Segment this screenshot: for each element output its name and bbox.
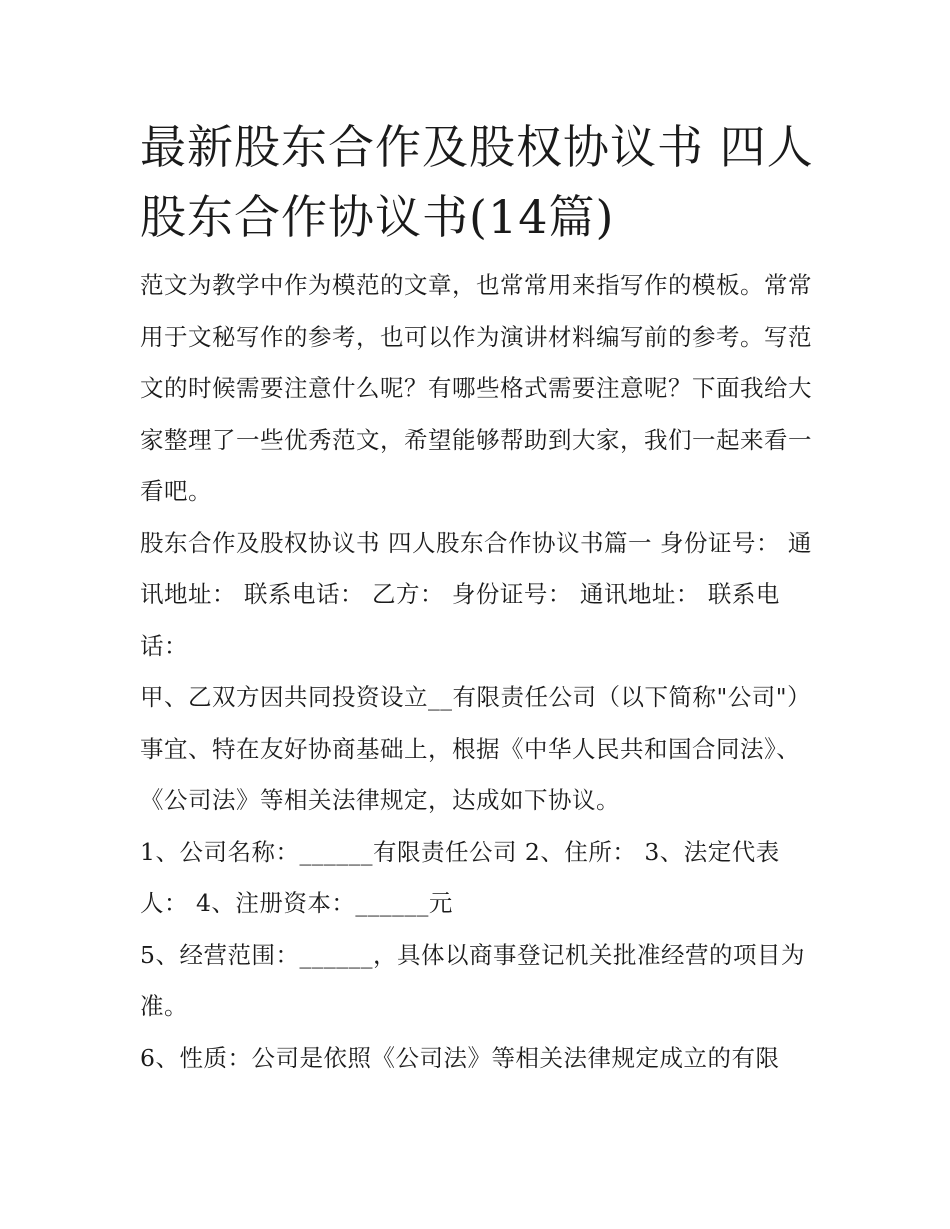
business-scope-paragraph: 5、经营范围：______，具体以商事登记机关批准经营的项目为准。	[140, 940, 805, 1020]
party-info-paragraph: 股东合作及股权协议书 四人股东合作协议书篇一 身份证号： 通讯地址： 联系电话： 乙方： 身份证号： 通讯地址： 联系电话：	[140, 528, 812, 660]
intro-paragraph: 范文为教学中作为模范的文章，也常常用来指写作的模板。常常用于文秘写作的参考，也可以作为演讲材料编写前的参考。写范文的时候需要注意什么呢？有哪些格式需要注意呢？下面我给大家整理了一些优秀范文，希望能够帮助到大家，我们一起来看一看吧。	[140, 271, 812, 505]
company-nature-paragraph: 6、性质：公司是依照《公司法》等相关法律规定成立的有限	[140, 1043, 780, 1072]
agreement-preamble-paragraph: 甲、乙双方因共同投资设立__有限责任公司（以下简称"公司"）事宜、特在友好协商基础上，根据《中华人民共和国合同法》、《公司法》等相关法律规定，达成如下协议。	[140, 683, 812, 814]
document-body	[140, 112, 820, 1084]
document-title: 最新股东合作及股权协议书 四人股东合作协议书(14篇)	[140, 120, 814, 244]
company-basic-info-paragraph: 1、公司名称：______有限责任公司 2、住所： 3、法定代表人： 4、注册资本：______元	[140, 837, 780, 917]
